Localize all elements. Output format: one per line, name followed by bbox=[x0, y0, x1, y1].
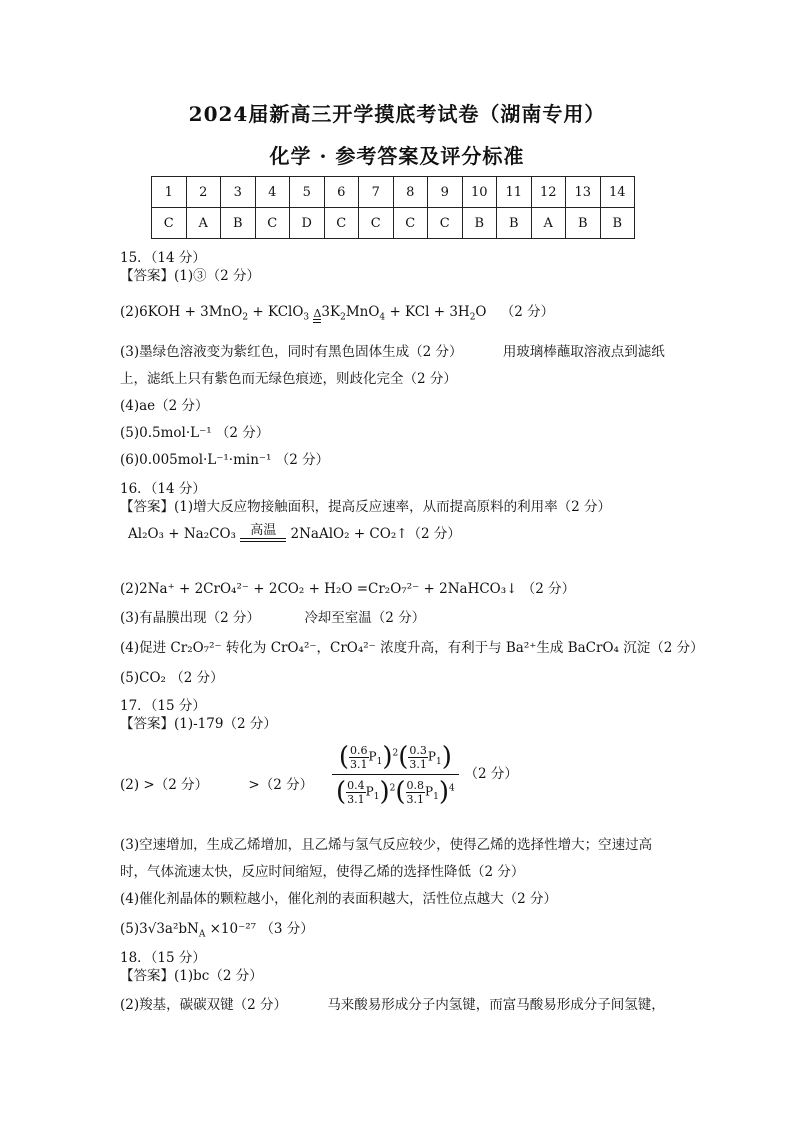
q16-answer-3: (3)有晶膜出现（2 分） 冷却至室温（2 分） bbox=[120, 610, 426, 626]
table-cell: C bbox=[152, 208, 187, 239]
table-cell: 10 bbox=[462, 177, 497, 208]
table-cell: 14 bbox=[600, 177, 635, 208]
table-cell: C bbox=[255, 208, 290, 239]
table-cell: B bbox=[600, 208, 635, 239]
q15-answer-4: (4)ae（2 分） bbox=[120, 398, 209, 414]
q18-answer-1: 【答案】(1)bc（2 分） bbox=[120, 968, 263, 984]
table-cell: 11 bbox=[497, 177, 532, 208]
q16-answer-4: (4)促进 Cr₂O₇²⁻ 转化为 CrO₄²⁻，CrO₄²⁻ 浓度升高，有利于与 Ba²⁺生成 BaCrO₄ 沉淀（2 分） bbox=[120, 640, 704, 656]
fraction: ( $\frac{0.6}{3.1}$ $P_1)^2$( $\frac{0.3}{3.1}$ $P_1$) ( $\frac{0.4}{3.1}$ $P_1)^2$( $\frac{0.8}{3.1}$ $P_1)^4$ bbox=[332, 742, 459, 807]
q17-answer-2: (2) >（2 分） >（2 分） bbox=[120, 777, 314, 793]
q15-answer-1: 【答案】(1)③（2 分） bbox=[120, 268, 261, 284]
table-cell: B bbox=[221, 208, 256, 239]
table-cell: 2 bbox=[186, 177, 221, 208]
q16-answer-2: (2)2Na⁺ + 2CrO₄²⁻ + 2CO₂ + H₂O =Cr₂O₇²⁻ + 2NaHCO₃↓ （2 分） bbox=[120, 581, 576, 597]
q17-header: 17．（15 分） bbox=[120, 698, 206, 714]
table-cell: C bbox=[324, 208, 359, 239]
equilibrium-constant-expression: ( $\frac{0.6}{3.1}$ $P_1)^2$( $\frac{0.3}{3.1}$ $P_1$) ( $\frac{0.4}{3.1}$ $P_1)^2$( $\frac{0.8}{3.1}$ $P_1)^4$ （2 分） bbox=[330, 742, 518, 807]
q15-answer-2: (2)6KOH + 3MnO$_2$ + KClO$_3$ Δ $3K_2MnO_4$ + KCl + $3H_2O$ （2 分） bbox=[120, 304, 555, 323]
q15-answer-6: (6)0.005mol·L⁻¹·min⁻¹ （2 分） bbox=[120, 452, 330, 468]
table-cell: B bbox=[462, 208, 497, 239]
table-row-numbers bbox=[152, 177, 635, 208]
table-cell: 7 bbox=[359, 177, 394, 208]
q16-equation: Al₂O₃ + Na₂CO₃ 高温 2NaAlO₂ + CO₂↑（2 分） bbox=[128, 523, 461, 542]
q17-answer-3-cont: 时，气体流速太快，反应时间缩短，使得乙烯的选择性降低（2 分） bbox=[120, 864, 525, 880]
table-cell: 3 bbox=[221, 177, 256, 208]
table-cell: 6 bbox=[324, 177, 359, 208]
q15-header: 15．（14 分） bbox=[120, 250, 206, 266]
q16-answer-1: 【答案】(1)增大反应物接触面积，提高反应速率，从而提高原料的利用率（2 分） bbox=[120, 499, 612, 515]
q17-answer-4: (4)催化剂晶体的颗粒越小，催化剂的表面积越大，活性位点越大（2 分） bbox=[120, 891, 558, 907]
q18-answer-2: (2)羧基，碳碳双键（2 分） 马来酸易形成分子内氢键，而富马酸易形成分子间氢键， bbox=[120, 997, 665, 1013]
q15-answer-5: (5)0.5mol·L⁻¹ （2 分） bbox=[120, 425, 270, 441]
table-row-answers bbox=[152, 208, 635, 239]
table-cell: C bbox=[428, 208, 463, 239]
table-cell: 5 bbox=[290, 177, 325, 208]
q16-header: 16．（14 分） bbox=[120, 481, 206, 497]
page-subtitle: 化学 · 参考答案及评分标准 bbox=[269, 144, 525, 168]
q15-answer-3-cont: 上，滤纸上只有紫色而无绿色痕迹，则歧化完全（2 分） bbox=[120, 371, 457, 387]
table-cell: C bbox=[359, 208, 394, 239]
table-cell: 8 bbox=[393, 177, 428, 208]
q15-answer-3: (3)墨绿色溶液变为紫红色，同时有黑色固体生成（2 分） 用玻璃棒蘸取溶液点到滤纸 bbox=[120, 344, 665, 360]
table-cell: A bbox=[186, 208, 221, 239]
answer-table bbox=[151, 176, 635, 239]
table-cell: C bbox=[393, 208, 428, 239]
table-cell: 4 bbox=[255, 177, 290, 208]
reaction-condition: 高温 bbox=[240, 523, 286, 542]
q18-header: 18．（15 分） bbox=[120, 950, 206, 966]
table-cell: B bbox=[566, 208, 601, 239]
q17-answer-1: 【答案】(1)-179（2 分） bbox=[120, 716, 277, 732]
table-cell: B bbox=[497, 208, 532, 239]
table-cell: 12 bbox=[531, 177, 566, 208]
reaction-condition: Δ bbox=[313, 308, 321, 323]
q16-answer-5: (5)CO₂ （2 分） bbox=[120, 670, 224, 686]
table-cell: 9 bbox=[428, 177, 463, 208]
table-cell: 13 bbox=[566, 177, 601, 208]
q17-answer-3: (3)空速增加，生成乙烯增加，且乙烯与氢气反应较少，使得乙烯的选择性增大；空速过高 bbox=[120, 837, 653, 853]
page-title: 2024届新高三开学摸底考试卷（湖南专用） bbox=[188, 102, 606, 126]
table-cell: 1 bbox=[152, 177, 187, 208]
q17-answer-5: $(5)3√3a^2bN_A \times 10^{-27}$ （3 分） bbox=[120, 921, 314, 940]
table-cell: D bbox=[290, 208, 325, 239]
table-cell: A bbox=[531, 208, 566, 239]
